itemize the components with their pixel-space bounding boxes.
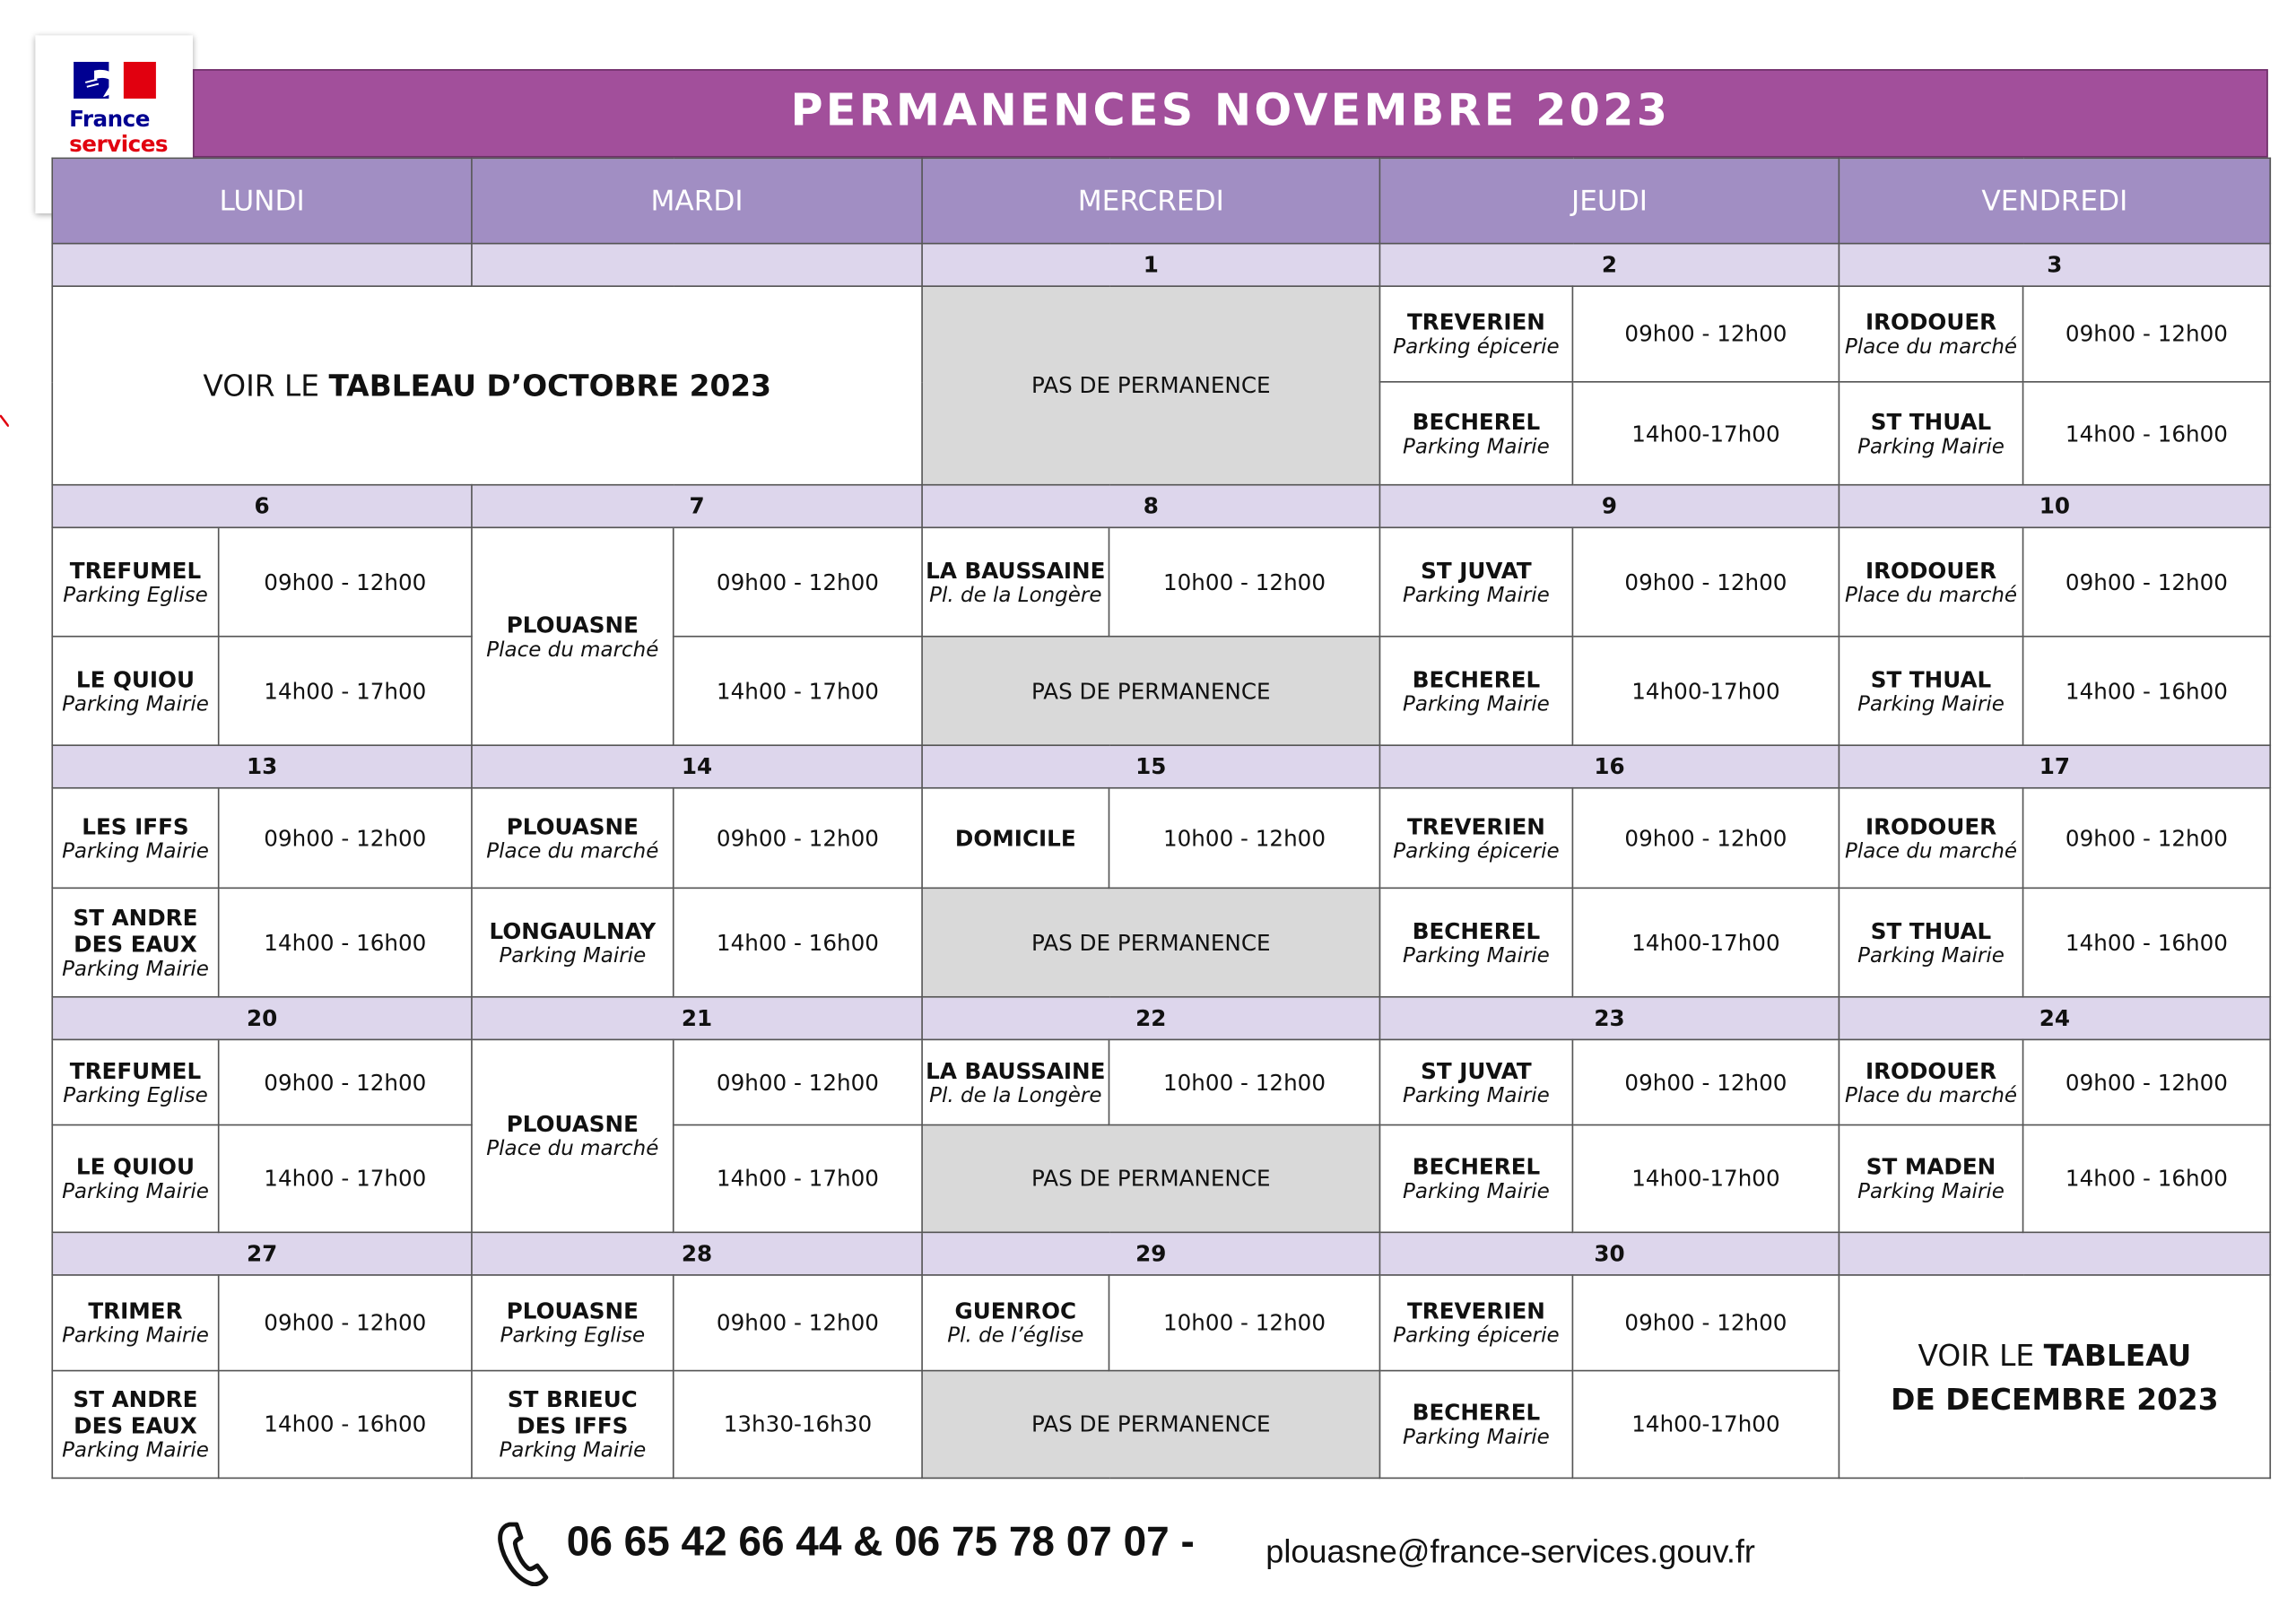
day-header-row [52, 158, 2270, 243]
place-cell [1839, 888, 2022, 996]
logo-line1: France [69, 106, 150, 133]
place-cell [1379, 1371, 1572, 1479]
place-sub: Parking Mairie [62, 839, 209, 864]
place-cell [472, 527, 674, 745]
place-sub: Parking Mairie [62, 1438, 209, 1463]
place-cell [1839, 382, 2022, 485]
see-december-bold1: TABLEAU [2043, 1336, 2192, 1373]
no-permanence-cell: PAS DE PERMANENCE [922, 1125, 1379, 1233]
place-cell [922, 1275, 1109, 1371]
date-number: 17 [1839, 745, 2270, 788]
time-cell: 10h00 - 12h00 [1109, 788, 1380, 889]
phone-numbers: 06 65 42 66 44 & 06 75 78 07 07 - [566, 1518, 1195, 1565]
place-name: PLOUASNE [506, 611, 639, 638]
time-cell: 10h00 - 12h00 [1109, 527, 1380, 636]
week2-pm-row [52, 637, 2270, 745]
place-name: ST JUVAT [1421, 557, 1532, 584]
place-name-line1: ST ANDRE [73, 1385, 198, 1413]
date-number: 6 [52, 485, 472, 528]
place-name: ST THUAL [1870, 665, 1992, 693]
see-prefix: VOIR LE [1918, 1336, 2044, 1373]
day-header-lundi: LUNDI [52, 158, 472, 243]
place-name: ST THUAL [1870, 917, 1992, 944]
place-name: PLOUASNE [506, 812, 639, 840]
place-sub: Parking Mairie [1403, 692, 1550, 716]
no-permanence-cell: PAS DE PERMANENCE [922, 286, 1379, 485]
place-sub: Parking Eglise [63, 583, 208, 607]
time-cell: 10h00 - 12h00 [1109, 1039, 1380, 1124]
place-cell [472, 788, 674, 889]
time-cell: 09h00 - 12h00 [674, 527, 922, 636]
day-header-mardi: MARDI [472, 158, 922, 243]
time-cell: 09h00 - 12h00 [1572, 788, 1839, 889]
contact-footer [486, 1515, 1811, 1589]
place-name-line1: ST BRIEUC [507, 1385, 638, 1413]
place-name: TREVERIEN [1406, 1298, 1545, 1324]
date-number [472, 244, 922, 287]
place-sub: Parking Mairie [499, 1438, 647, 1463]
place-name: LA BAUSSAINE [926, 557, 1106, 584]
place-cell [922, 788, 1109, 889]
place-name: BECHEREL [1412, 408, 1541, 435]
time-cell: 09h00 - 12h00 [674, 1039, 922, 1124]
date-number [1839, 1232, 2270, 1275]
page-edge-mark [0, 415, 9, 427]
place-sub: Parking Mairie [1403, 1426, 1550, 1450]
time-cell: 09h00 - 12h00 [1572, 286, 1839, 382]
place-cell [1379, 1125, 1572, 1233]
see-december-note [1839, 1275, 2270, 1478]
place-cell [1839, 1039, 2022, 1124]
time-cell: 14h00 - 16h00 [2023, 637, 2271, 745]
place-sub: Parking Mairie [1403, 943, 1550, 968]
day-header-vendredi: VENDREDI [1839, 158, 2270, 243]
place-sub: Parking Mairie [1857, 434, 2005, 459]
week4-pm-row [52, 1125, 2270, 1233]
place-sub: Place du marché [486, 1137, 659, 1161]
week3-am-row [52, 788, 2270, 889]
time-cell: 14h00 - 16h00 [2023, 1125, 2271, 1233]
place-name: ST JUVAT [1421, 1057, 1532, 1084]
place-name-line2: DES EAUX [74, 930, 197, 958]
time-cell: 09h00 - 12h00 [219, 1275, 472, 1371]
place-cell [52, 888, 218, 996]
time-cell: 09h00 - 12h00 [219, 788, 472, 889]
time-cell: 14h00-17h00 [1572, 888, 1839, 996]
schedule-table [51, 158, 2271, 1480]
date-number: 8 [922, 485, 1379, 528]
week5-am-row [52, 1275, 2270, 1371]
time-cell: 09h00 - 12h00 [674, 1275, 922, 1371]
place-name: BECHEREL [1412, 1153, 1541, 1181]
date-number: 14 [472, 745, 922, 788]
week3-number-row [52, 745, 2270, 788]
place-cell [1839, 1125, 2022, 1233]
place-name: TRIMER [88, 1298, 183, 1324]
time-cell: 09h00 - 12h00 [1572, 1275, 1839, 1371]
place-name: BECHEREL [1412, 665, 1541, 693]
place-name: TREVERIEN [1406, 812, 1545, 840]
place-name: LONGAULNAY [489, 917, 657, 944]
week4-am-row [52, 1039, 2270, 1124]
place-sub: Place du marché [1844, 583, 2018, 607]
place-name: IRODOUER [1865, 308, 1997, 336]
day-header-mercredi: MERCREDI [922, 158, 1379, 243]
place-name: DOMICILE [954, 824, 1076, 852]
place-name: BECHEREL [1412, 917, 1541, 944]
week1-number-row [52, 244, 2270, 287]
date-number: 27 [52, 1232, 472, 1275]
place-sub: Pl. de la Longère [929, 583, 1102, 607]
date-number: 15 [922, 745, 1379, 788]
see-october-bold: TABLEAU D’OCTOBRE 2023 [328, 368, 771, 404]
logo-line2: services [69, 131, 169, 158]
week5-number-row [52, 1232, 2270, 1275]
time-cell: 09h00 - 12h00 [1572, 1039, 1839, 1124]
time-cell: 09h00 - 12h00 [2023, 788, 2271, 889]
place-cell [1839, 788, 2022, 889]
place-cell [52, 1275, 218, 1371]
place-name: TREFUMEL [69, 557, 202, 584]
place-sub: Parking Mairie [499, 943, 647, 968]
place-sub: Parking Mairie [1403, 583, 1550, 607]
place-cell [52, 1125, 218, 1233]
place-sub: Place du marché [1844, 1083, 2018, 1107]
place-sub: Parking Mairie [1857, 1180, 2005, 1204]
place-name: LE QUIOU [75, 665, 195, 693]
place-sub: Parking Mairie [1403, 1083, 1550, 1107]
time-cell: 14h00 - 17h00 [674, 637, 922, 745]
see-prefix: VOIR LE [203, 368, 329, 404]
phone-icon [498, 1522, 551, 1586]
place-cell [1379, 888, 1572, 996]
time-cell: 09h00 - 12h00 [2023, 1039, 2271, 1124]
place-name: GUENROC [954, 1298, 1077, 1324]
place-name-line2: DES IFFS [517, 1412, 629, 1439]
place-sub: Place du marché [1844, 839, 2018, 864]
time-cell: 09h00 - 12h00 [674, 788, 922, 889]
time-cell: 09h00 - 12h00 [219, 527, 472, 636]
place-name: IRODOUER [1865, 812, 1997, 840]
see-december-bold2: DE DECEMBRE 2023 [1891, 1381, 2219, 1417]
place-sub: Parking épicerie [1393, 335, 1560, 360]
date-number: 9 [1379, 485, 1839, 528]
week1-am-row [52, 286, 2270, 382]
date-number: 30 [1379, 1232, 1839, 1275]
place-cell [1839, 286, 2022, 382]
place-cell [472, 1039, 674, 1232]
place-sub: Parking Mairie [1403, 1180, 1550, 1204]
date-number: 22 [922, 997, 1379, 1040]
place-cell [1379, 382, 1572, 485]
time-cell: 14h00-17h00 [1572, 637, 1839, 745]
date-number: 23 [1379, 997, 1839, 1040]
date-number: 24 [1839, 997, 2270, 1040]
time-cell: 14h00 - 16h00 [219, 1371, 472, 1479]
place-cell [922, 1039, 1109, 1124]
title-banner [193, 69, 2268, 157]
time-cell: 14h00 - 17h00 [674, 1125, 922, 1233]
date-number: 2 [1379, 244, 1839, 287]
place-sub: Parking Mairie [62, 957, 209, 981]
time-cell: 14h00 - 16h00 [2023, 382, 2271, 485]
time-cell: 09h00 - 12h00 [2023, 527, 2271, 636]
place-name-line1: ST ANDRE [73, 904, 198, 931]
date-number: 29 [922, 1232, 1379, 1275]
place-sub: Parking Mairie [1857, 692, 2005, 716]
no-permanence-cell: PAS DE PERMANENCE [922, 888, 1379, 996]
place-sub: Place du marché [486, 638, 659, 662]
place-cell [1379, 637, 1572, 745]
place-cell [472, 888, 674, 996]
place-sub: Parking Eglise [500, 1324, 646, 1349]
date-number: 21 [472, 997, 922, 1040]
place-name: LE QUIOU [75, 1153, 195, 1181]
place-cell [1379, 527, 1572, 636]
time-cell: 09h00 - 12h00 [1572, 527, 1839, 636]
place-name: LES IFFS [82, 812, 189, 840]
place-sub: Parking épicerie [1393, 1324, 1560, 1349]
place-cell [52, 527, 218, 636]
place-sub: Parking Mairie [62, 1180, 209, 1204]
time-cell: 14h00 - 17h00 [219, 637, 472, 745]
date-number: 20 [52, 997, 472, 1040]
place-cell [1379, 286, 1572, 382]
place-cell [52, 1371, 218, 1479]
date-number: 1 [922, 244, 1379, 287]
place-cell [1379, 788, 1572, 889]
no-permanence-cell: PAS DE PERMANENCE [922, 1371, 1379, 1479]
email-address[interactable]: plouasne@france-services.gouv.fr [1265, 1532, 1755, 1570]
time-cell: 10h00 - 12h00 [1109, 1275, 1380, 1371]
place-name-line2: DES EAUX [74, 1412, 197, 1439]
place-sub: Pl. de la Longère [929, 1083, 1102, 1107]
week3-pm-row [52, 888, 2270, 996]
place-name: ST THUAL [1870, 408, 1992, 435]
time-cell: 14h00-17h00 [1572, 1125, 1839, 1233]
time-cell: 14h00 - 16h00 [674, 888, 922, 996]
place-name: PLOUASNE [506, 1298, 639, 1324]
place-sub: Parking épicerie [1393, 839, 1560, 864]
page-title: PERMANENCES NOVEMBRE 2023 [790, 85, 1671, 137]
place-name: TREVERIEN [1406, 308, 1545, 336]
week2-number-row [52, 485, 2270, 528]
place-name: BECHEREL [1412, 1399, 1541, 1427]
place-cell [1839, 527, 2022, 636]
place-cell [1379, 1039, 1572, 1124]
place-cell [1839, 637, 2022, 745]
date-number: 7 [472, 485, 922, 528]
time-cell: 14h00 - 16h00 [2023, 888, 2271, 996]
place-cell [472, 1371, 674, 1479]
date-number: 10 [1839, 485, 2270, 528]
date-number [52, 244, 472, 287]
date-number: 28 [472, 1232, 922, 1275]
place-cell [52, 788, 218, 889]
place-name: IRODOUER [1865, 1057, 1997, 1084]
week2-am-row [52, 527, 2270, 636]
place-name: IRODOUER [1865, 557, 1997, 584]
time-cell: 14h00 - 17h00 [219, 1125, 472, 1233]
place-cell [52, 637, 218, 745]
date-number: 16 [1379, 745, 1839, 788]
time-cell: 09h00 - 12h00 [2023, 286, 2271, 382]
place-sub: Place du marché [1844, 335, 2018, 360]
place-sub: Pl. de l’église [947, 1324, 1084, 1349]
place-sub: Parking Mairie [62, 692, 209, 716]
place-sub: Parking Mairie [1403, 434, 1550, 459]
place-sub: Parking Mairie [62, 1324, 209, 1349]
time-cell: 09h00 - 12h00 [219, 1039, 472, 1124]
time-cell: 14h00 - 16h00 [219, 888, 472, 996]
date-number: 3 [1839, 244, 2270, 287]
place-sub: Parking Mairie [1857, 943, 2005, 968]
place-cell [52, 1039, 218, 1124]
marianne-flag-icon [74, 62, 156, 99]
place-cell [922, 527, 1109, 636]
place-cell [1379, 1275, 1572, 1371]
place-sub: Parking Eglise [63, 1083, 208, 1107]
see-october-note [52, 286, 922, 485]
place-name: ST MADEN [1866, 1153, 1996, 1181]
time-cell: 14h00-17h00 [1572, 382, 1839, 485]
place-name: PLOUASNE [506, 1110, 639, 1138]
place-sub: Place du marché [486, 839, 659, 864]
place-name: LA BAUSSAINE [926, 1057, 1106, 1084]
place-name: TREFUMEL [69, 1057, 202, 1084]
time-cell: 13h30-16h30 [674, 1371, 922, 1479]
day-header-jeudi: JEUDI [1379, 158, 1839, 243]
week4-number-row [52, 997, 2270, 1040]
date-number: 13 [52, 745, 472, 788]
time-cell: 14h00-17h00 [1572, 1371, 1839, 1479]
place-cell [472, 1275, 674, 1371]
no-permanence-cell: PAS DE PERMANENCE [922, 637, 1379, 745]
